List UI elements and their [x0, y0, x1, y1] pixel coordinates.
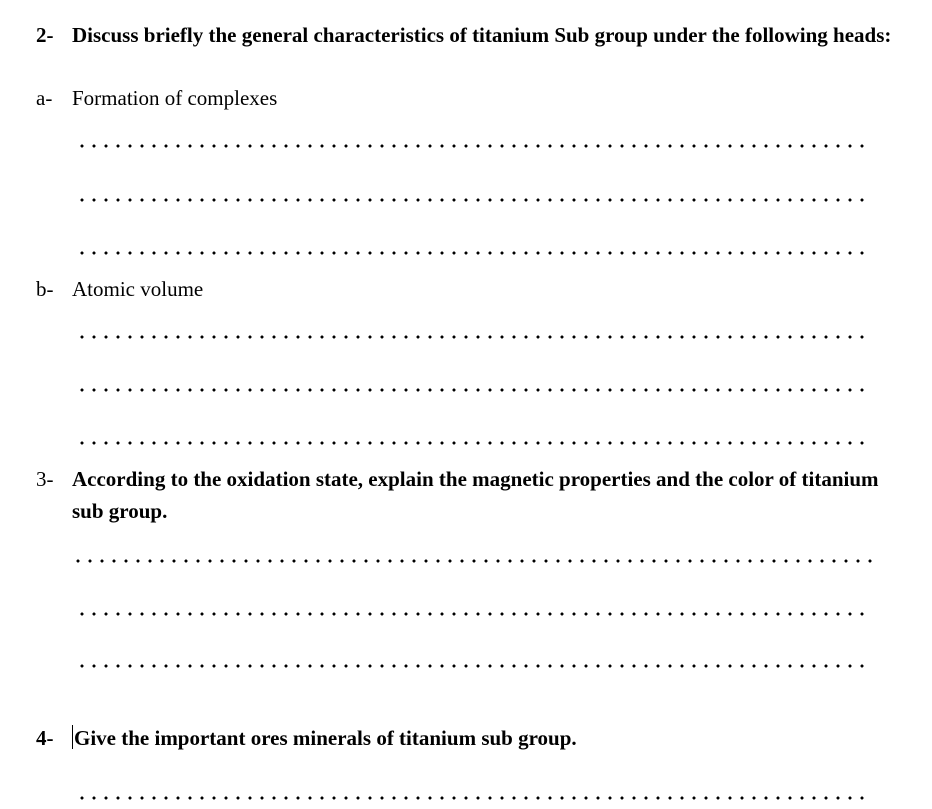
text-cursor	[72, 725, 73, 749]
question-prompt	[72, 722, 908, 754]
answer-line[interactable]	[76, 250, 868, 256]
question-3	[36, 463, 908, 527]
question-number: 3-	[36, 467, 54, 491]
sub-item-text: Atomic volume	[72, 277, 204, 301]
answer-line[interactable]	[76, 795, 868, 801]
answer-line[interactable]	[76, 143, 868, 149]
answer-line[interactable]	[72, 558, 876, 564]
answer-line[interactable]	[76, 197, 868, 203]
answer-line[interactable]	[76, 440, 868, 446]
answer-line[interactable]	[76, 334, 868, 340]
sub-item-label: b-	[36, 277, 54, 301]
sub-item-text: Formation of complexes	[72, 86, 278, 110]
answer-line[interactable]	[76, 387, 868, 393]
sub-item-b	[36, 273, 908, 305]
sub-item-a	[36, 82, 908, 114]
question-4	[36, 722, 908, 754]
answer-line[interactable]	[76, 663, 868, 669]
question-number: 2-	[36, 23, 54, 47]
sub-item-label: a-	[36, 86, 53, 110]
question-2	[36, 19, 908, 51]
question-prompt: According to the oxidation state, explain the magnetic properties and the color of titanium sub group.	[72, 467, 879, 523]
answer-line[interactable]	[76, 611, 868, 617]
question-prompt-text: Give the important ores minerals of titanium sub group.	[74, 726, 577, 750]
question-number: 4-	[36, 726, 54, 750]
question-prompt: Discuss briefly the general characteristics of titanium Sub group under the following heads:	[72, 23, 892, 47]
